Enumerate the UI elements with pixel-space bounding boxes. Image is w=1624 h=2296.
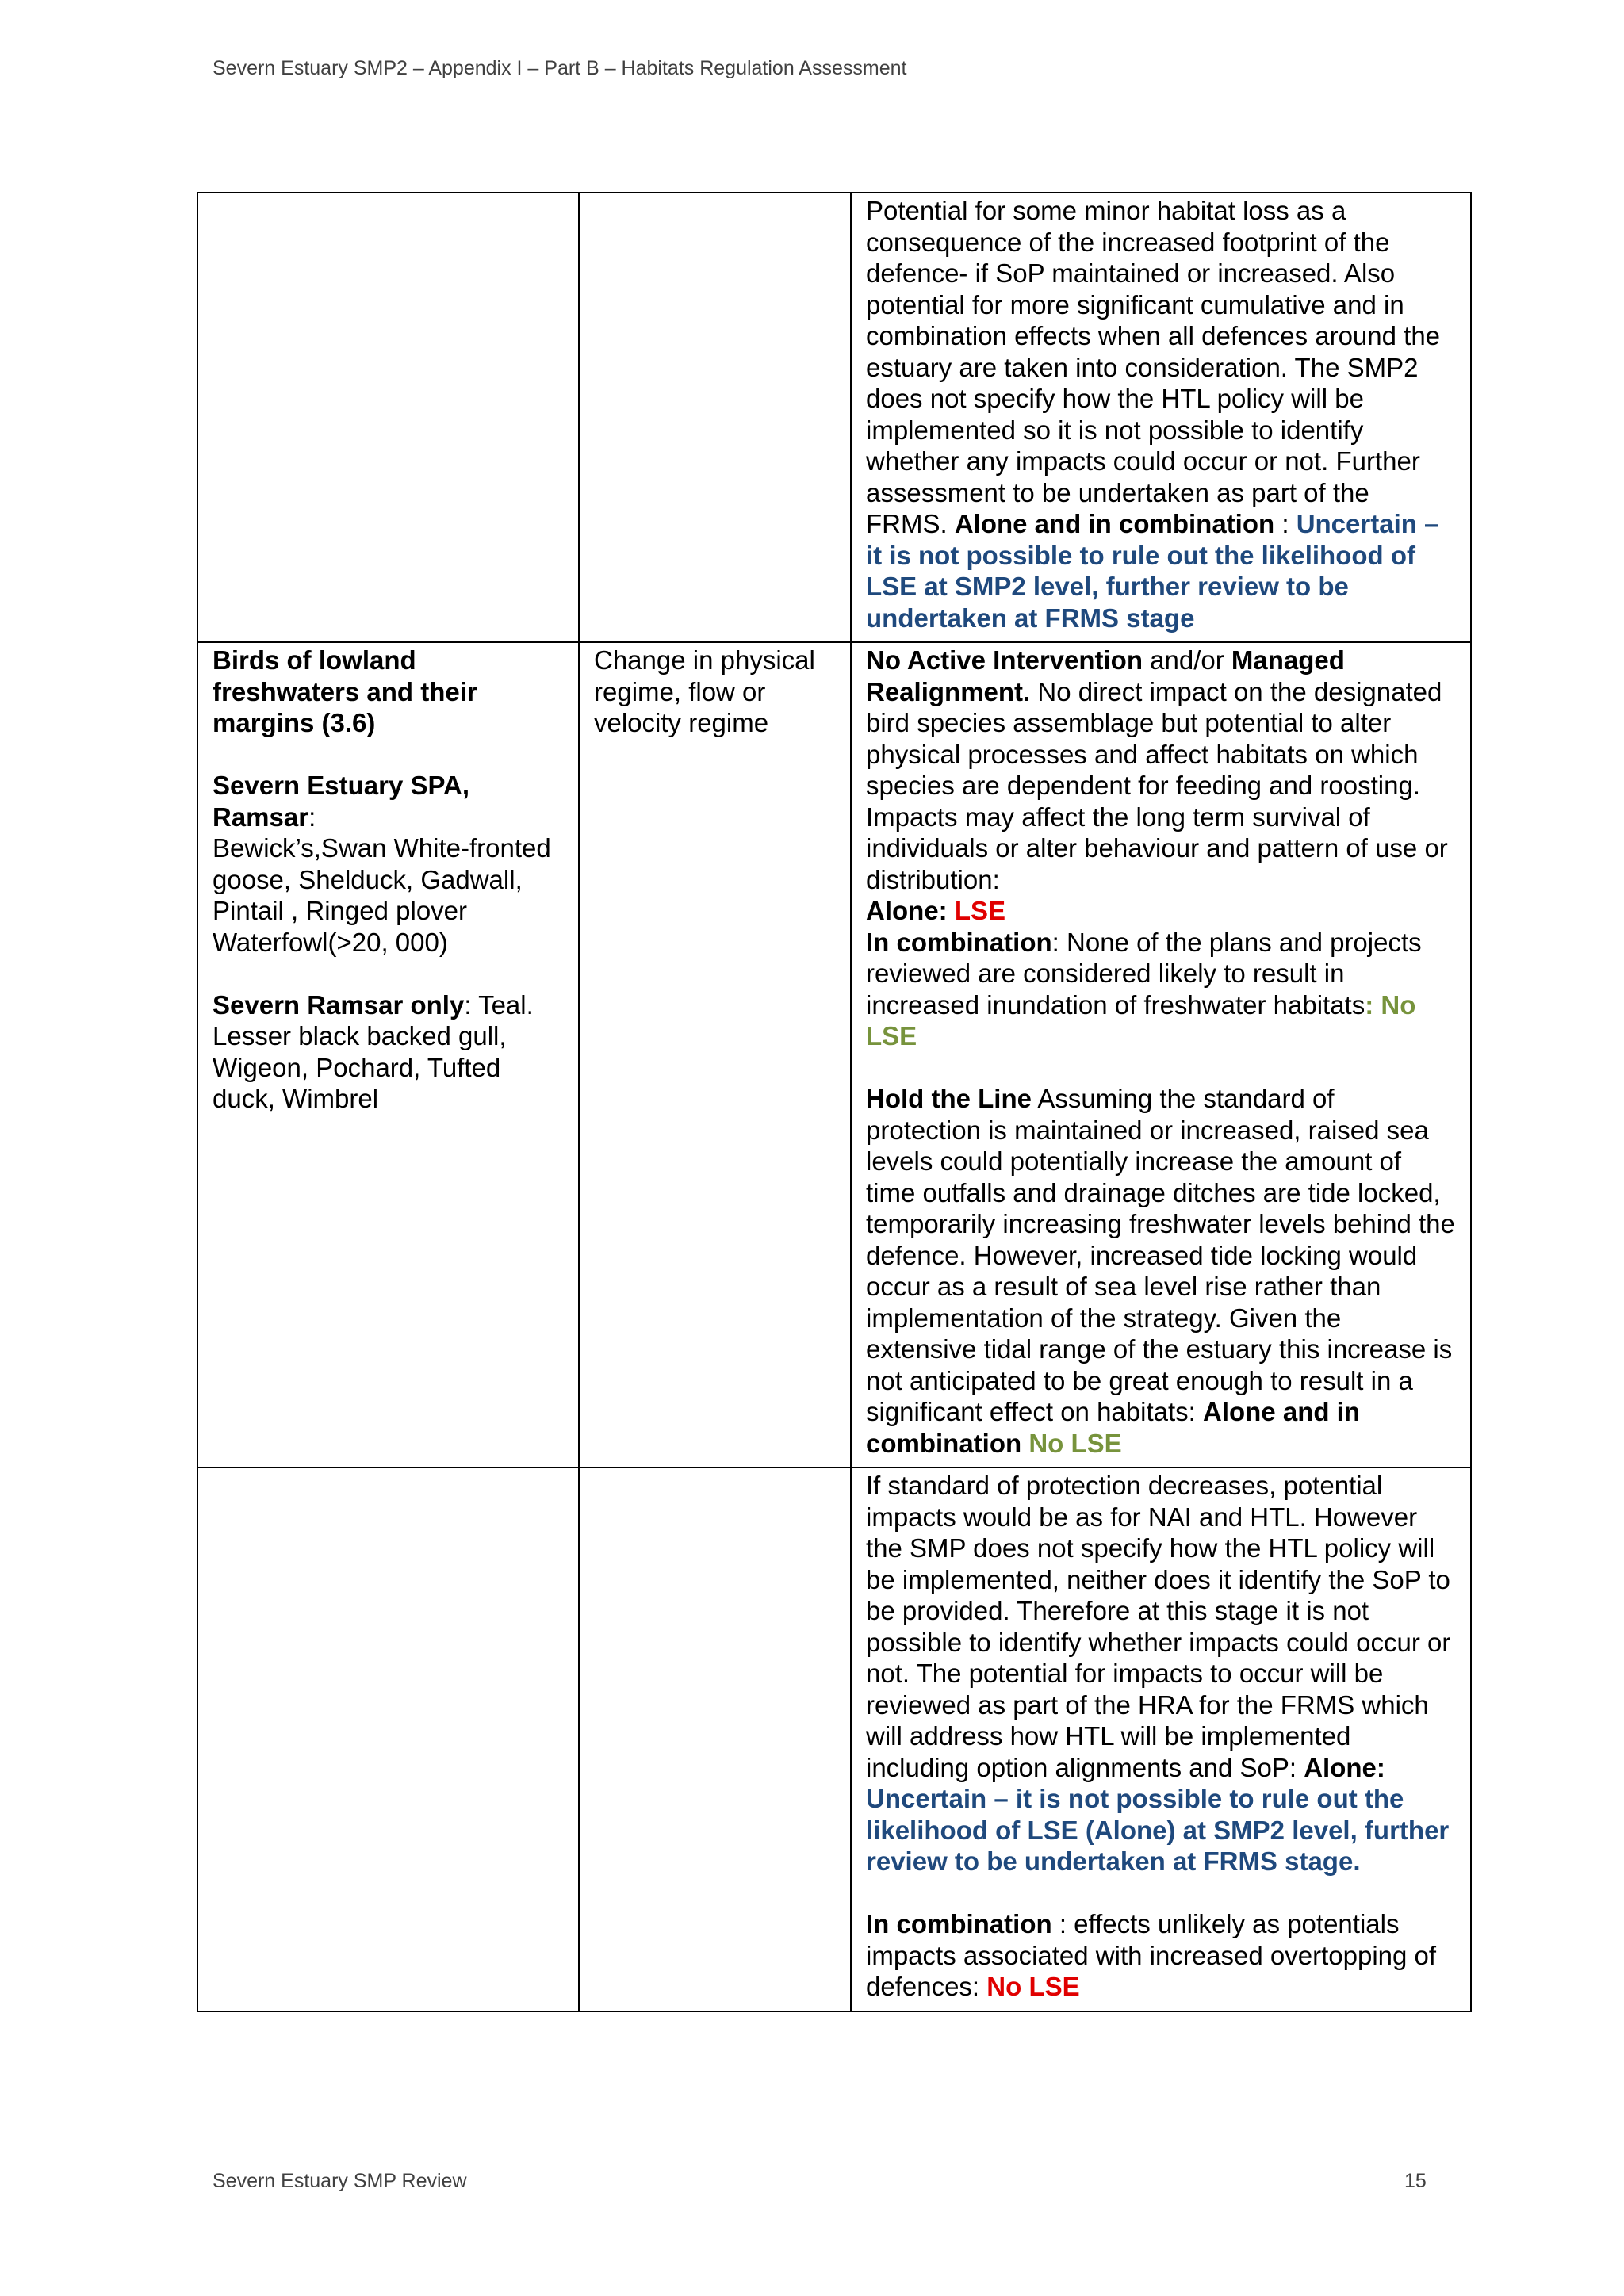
verdict-no-lse: No LSE — [1021, 1428, 1122, 1458]
htl-text: Assuming the standard of protection is maintained or increased, raised sea levels could potentially increase the amount of time outfalls and drainage ditches are tide locked, temporarily increasing freshwater levels behind the defence. However, increased tide locking would occur as a result of sea level rise rather than implementation of the strategy. Given the extensive tidal range of the estuary this increase is not anticipated to be great enough to result in a significant effect on habitats: — [866, 1084, 1455, 1426]
in-combination-text: : effects unlikely as potentials impacts associated with increased overtopping of defences: — [866, 1909, 1437, 2001]
page-footer: Severn Estuary SMP Review — [213, 2170, 467, 2192]
assessment-cell — [851, 193, 1471, 642]
verdict-uncertain: Uncertain – it is not possible to rule out the likelihood of LSE (Alone) at SMP2 level, further review to be undertaken at FRMS stage. — [866, 1784, 1450, 1876]
pathway-cell — [579, 642, 851, 1468]
site-label: Severn Estuary SPA, Ramsar — [213, 771, 470, 832]
verdict-no-lse: No LSE — [986, 1972, 1080, 2001]
sop-paragraph — [866, 1470, 1456, 1877]
htl-label: Hold the Line — [866, 1084, 1032, 1113]
in-combination-label: In combination — [866, 927, 1052, 957]
alone-label: Alone: — [1304, 1752, 1385, 1782]
alone-line — [866, 895, 1456, 927]
page-number: 15 — [1404, 2170, 1427, 2192]
pathway-cell — [579, 1468, 851, 2011]
verdict-uncertain: Uncertain – it is not possible to rule out the likelihood of LSE at SMP2 level, further review to be undertaken at FRMS stage — [866, 509, 1439, 633]
ramsar-species: : Teal. Lesser black backed gull, Wigeon, Pochard, Tufted duck, Wimbrel — [213, 989, 534, 1113]
assessment-cell — [851, 642, 1471, 1468]
nai-text: No direct impact on the designated bird species assemblage but potential to alter physical processes and affect habitats on which species are dependent for feeding and roosting. Impacts may affect the long term survival of individuals or alter behaviour and pattern of use or distribution: — [866, 676, 1448, 894]
alone-label: Alone: — [866, 896, 955, 925]
table-row — [197, 642, 1471, 1468]
feature-cell — [197, 642, 579, 1468]
in-combination-text: : None of the plans and projects reviewed are considered likely to result in increased inundation of freshwater habitats — [866, 927, 1422, 1020]
verdict-lse: LSE — [954, 896, 1006, 925]
sop-text: If standard of protection decreases, potential impacts would be as for NAI and HTL. However the SMP does not specify how the HTL policy will be implemented, neither does it identify the SoP to be provided. Therefore at this stage it is not possible to identify whether impacts could occur or not. The potential for impacts to occur will be reviewed as part of the HRA for the FRMS which will address how HTL will be implemented including option alignments and SoP: — [866, 1471, 1451, 1782]
assessment-text: Potential for some minor habitat loss as a consequence of the increased footprint of the defence- if SoP maintained or increased. Also potential for more significant cumulative and in combination effects when all defences around the estuary are taken into consideration. The SMP2 does not specify how the HTL policy will be implemented so it is not possible to identify whether any impacts could occur or not. Further assessment to be undertaken as part of the FRMS. — [866, 196, 1441, 538]
verdict-no-lse: : No LSE — [866, 989, 1416, 1050]
mr-label: Managed Realignment. — [866, 645, 1345, 706]
in-combination-paragraph — [866, 1908, 1456, 2003]
feature-cell — [197, 193, 579, 642]
pathway-text: Change in physical regime, flow or velocity regime — [594, 645, 815, 737]
pathway-cell — [579, 193, 851, 642]
feature-cell — [197, 1468, 579, 2011]
in-combination-label: In combination — [866, 1909, 1052, 1938]
nai-and: and/or — [1143, 645, 1231, 675]
table-row — [197, 1468, 1471, 2011]
in-combination-paragraph — [866, 927, 1456, 1052]
htl-paragraph — [866, 1083, 1456, 1459]
separator: : — [1274, 509, 1297, 538]
hra-table — [197, 192, 1472, 2012]
site-species: Bewick’s,Swan White-fronted goose, Shelduck, Gadwall, Pintail , Ringed plover Waterfowl(>20, 000) — [213, 833, 551, 957]
nai-label: No Active Intervention — [866, 645, 1143, 675]
nai-paragraph — [866, 645, 1456, 895]
site-designation — [213, 770, 564, 958]
page-header: Severn Estuary SMP2 – Appendix I – Part B – Habitats Regulation Assessment — [213, 57, 907, 79]
alone-in-combination-label: Alone and in combination — [954, 509, 1275, 538]
assessment-cell — [851, 1468, 1471, 2011]
htl-bold-label: Alone and in combination — [866, 1397, 1360, 1458]
table-row — [197, 193, 1471, 642]
ramsar-designation — [213, 989, 564, 1115]
feature-title: Birds of lowland freshwaters and their margins (3.6) — [213, 645, 477, 737]
ramsar-label: Severn Ramsar only — [213, 989, 465, 1020]
site-colon: : — [308, 802, 316, 832]
